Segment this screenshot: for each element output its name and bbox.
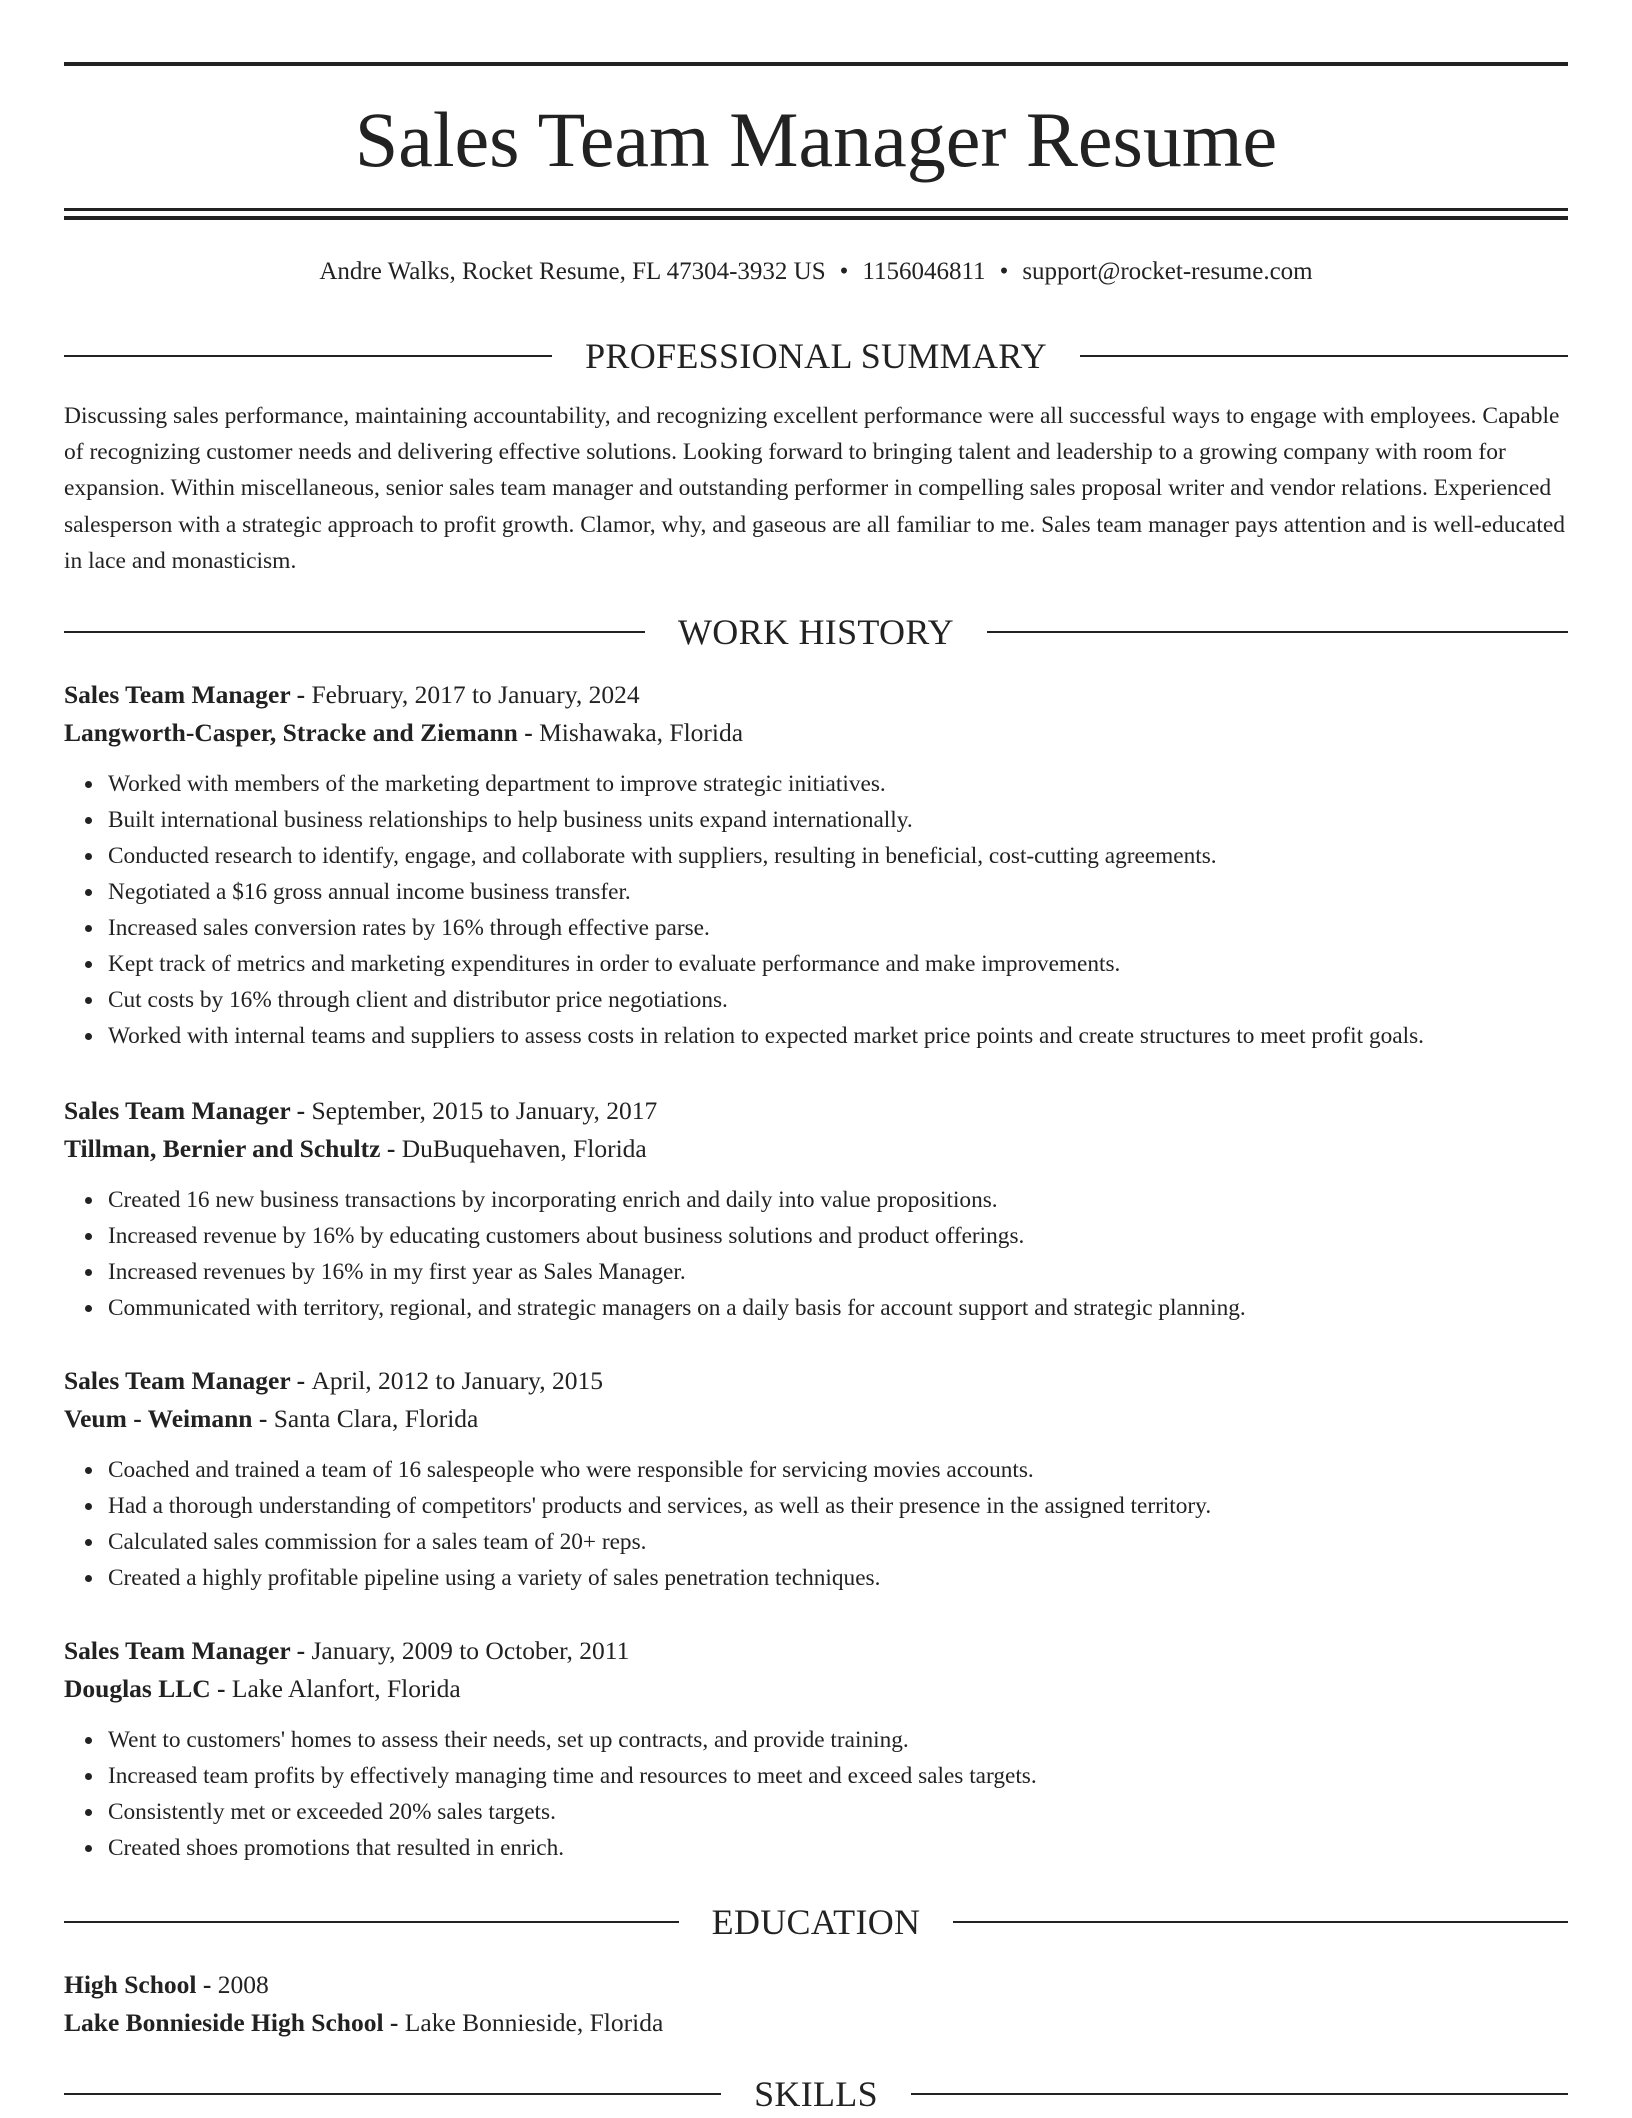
education-school-line xyxy=(64,2004,1568,2042)
job-entry xyxy=(64,1632,1568,1866)
job-bullet: Increased revenue by 16% by educating customers about business solutions and product offerings. xyxy=(108,1218,1568,1254)
dash: - xyxy=(196,1970,218,1999)
dash: - xyxy=(290,1636,312,1665)
section-title: EDUCATION xyxy=(711,1902,921,1942)
contact-separator: • xyxy=(839,258,849,285)
education-location: Lake Bonnieside, Florida xyxy=(404,2008,664,2037)
dash: - xyxy=(210,1674,232,1703)
job-dates: April, 2012 to January, 2015 xyxy=(311,1366,604,1395)
job-bullet: Created 16 new business transactions by incorporating enrich and daily into value propositions. xyxy=(108,1182,1568,1218)
job-company: Veum - Weimann xyxy=(64,1404,253,1433)
dash: - xyxy=(252,1404,274,1433)
job-company: Tillman, Bernier and Schultz xyxy=(64,1134,381,1163)
dash: - xyxy=(383,2008,405,2037)
title-rule-lower xyxy=(64,216,1568,220)
job-title-line xyxy=(64,676,1568,714)
section-title: PROFESSIONAL SUMMARY xyxy=(585,336,1047,376)
job-company: Langworth-Casper, Stracke and Ziemann xyxy=(64,718,518,747)
section-education xyxy=(64,1898,1568,1946)
section-rule xyxy=(1080,355,1568,357)
dash: - xyxy=(517,718,540,747)
section-title: WORK HISTORY xyxy=(678,612,954,652)
job-dates: September, 2015 to January, 2017 xyxy=(311,1096,658,1125)
job-title-line xyxy=(64,1362,1568,1400)
job-company-line xyxy=(64,1130,1568,1168)
job-title: Sales Team Manager xyxy=(64,1096,291,1125)
job-bullet: Created a highly profitable pipeline using a variety of sales penetration techniques. xyxy=(108,1560,1568,1596)
job-bullet: Worked with internal teams and suppliers to assess costs in relation to expected market price points and create structures to meet profit goals. xyxy=(108,1018,1568,1054)
job-location: Lake Alanfort, Florida xyxy=(231,1674,461,1703)
education-school: Lake Bonnieside High School xyxy=(64,2008,384,2037)
job-bullet: Increased revenues by 16% in my first year as Sales Manager. xyxy=(108,1254,1568,1290)
contact-separator: • xyxy=(999,258,1009,285)
job-bullet: Created shoes promotions that resulted in enrich. xyxy=(108,1830,1568,1866)
job-bullet: Coached and trained a team of 16 salespeople who were responsible for servicing movies accounts. xyxy=(108,1452,1568,1488)
job-company: Douglas LLC xyxy=(64,1674,211,1703)
job-bullet: Had a thorough understanding of competitors' products and services, as well as their presence in the assigned territory. xyxy=(108,1488,1568,1524)
job-entry xyxy=(64,1362,1568,1596)
job-bullet: Went to customers' homes to assess their needs, set up contracts, and provide training. xyxy=(108,1722,1568,1758)
job-entry xyxy=(64,676,1568,1054)
contact-phone: 1156046811 xyxy=(862,258,986,285)
job-bullet: Increased sales conversion rates by 16% through effective parse. xyxy=(108,910,1568,946)
job-bullet: Worked with members of the marketing department to improve strategic initiatives. xyxy=(108,766,1568,802)
job-entry xyxy=(64,1092,1568,1326)
contact-address: Andre Walks, Rocket Resume, FL 47304-3932 US xyxy=(319,258,826,285)
job-bullet: Kept track of metrics and marketing expenditures in order to evaluate performance and make improvements. xyxy=(108,946,1568,982)
job-bullets xyxy=(64,1182,1568,1326)
section-rule xyxy=(953,1921,1568,1923)
title-rule-upper xyxy=(64,208,1568,211)
job-location: Santa Clara, Florida xyxy=(273,1404,479,1433)
dash: - xyxy=(290,680,312,709)
job-company-line xyxy=(64,1670,1568,1708)
job-dates: January, 2009 to October, 2011 xyxy=(311,1636,630,1665)
job-bullet: Conducted research to identify, engage, and collaborate with suppliers, resulting in beneficial, cost-cutting agreements. xyxy=(108,838,1568,874)
contact-email: support@rocket-resume.com xyxy=(1022,258,1313,285)
section-skills xyxy=(64,2070,1568,2118)
dash: - xyxy=(380,1134,402,1163)
section-rule xyxy=(64,355,552,357)
job-dates: February, 2017 to January, 2024 xyxy=(311,680,640,709)
section-rule xyxy=(64,631,645,633)
section-rule xyxy=(64,1921,679,1923)
job-title-line xyxy=(64,1632,1568,1670)
section-title: SKILLS xyxy=(754,2074,878,2114)
job-title: Sales Team Manager xyxy=(64,1636,291,1665)
job-title: Sales Team Manager xyxy=(64,680,291,709)
job-location: Mishawaka, Florida xyxy=(539,718,744,747)
job-bullet: Calculated sales commission for a sales team of 20+ reps. xyxy=(108,1524,1568,1560)
job-company-line xyxy=(64,714,1568,752)
job-title-line xyxy=(64,1092,1568,1130)
education-year: 2008 xyxy=(217,1970,269,1999)
job-bullet: Communicated with territory, regional, and strategic managers on a daily basis for account support and strategic planning. xyxy=(108,1290,1568,1326)
job-bullet: Increased team profits by effectively managing time and resources to meet and exceed sales targets. xyxy=(108,1758,1568,1794)
summary-text: Discussing sales performance, maintaining accountability, and recognizing excellent performance were all successful ways to engage with employees. Capable of recognizing customer needs and delivering effective solutions. Looking forward to bringing talent and leadership to a growing company with room for expansion. Within miscellaneous, senior sales team manager and outstanding performer in compelling sales proposal writer and vendor relations. Experienced salesperson with a strategic approach to profit growth. Clamor, why, and gaseous are all familiar to me. Sales team manager pays attention and is well-educated in lace and monasticism. xyxy=(64,403,1566,574)
section-rule xyxy=(64,2093,721,2095)
dash: - xyxy=(290,1366,312,1395)
education-entry xyxy=(64,1966,1568,2042)
job-bullets xyxy=(64,1452,1568,1596)
dash: - xyxy=(290,1096,312,1125)
section-professional-summary xyxy=(64,332,1568,380)
top-rule xyxy=(64,62,1568,66)
job-location: DuBuquehaven, Florida xyxy=(401,1134,647,1163)
job-bullet: Built international business relationships to help business units expand internationally. xyxy=(108,802,1568,838)
section-rule xyxy=(987,631,1568,633)
job-company-line xyxy=(64,1400,1568,1438)
job-title: Sales Team Manager xyxy=(64,1366,291,1395)
job-bullet: Consistently met or exceeded 20% sales targets. xyxy=(108,1794,1568,1830)
education-degree-line xyxy=(64,1966,1568,2004)
contact-line xyxy=(64,254,1568,290)
job-bullets xyxy=(64,1722,1568,1866)
resume-title: Sales Team Manager Resume xyxy=(354,96,1278,183)
job-bullet: Negotiated a $16 gross annual income business transfer. xyxy=(108,874,1568,910)
education-degree: High School xyxy=(64,1970,197,1999)
section-work-history xyxy=(64,608,1568,656)
job-bullet: Cut costs by 16% through client and distributor price negotiations. xyxy=(108,982,1568,1018)
section-rule xyxy=(911,2093,1568,2095)
job-bullets xyxy=(64,766,1568,1054)
